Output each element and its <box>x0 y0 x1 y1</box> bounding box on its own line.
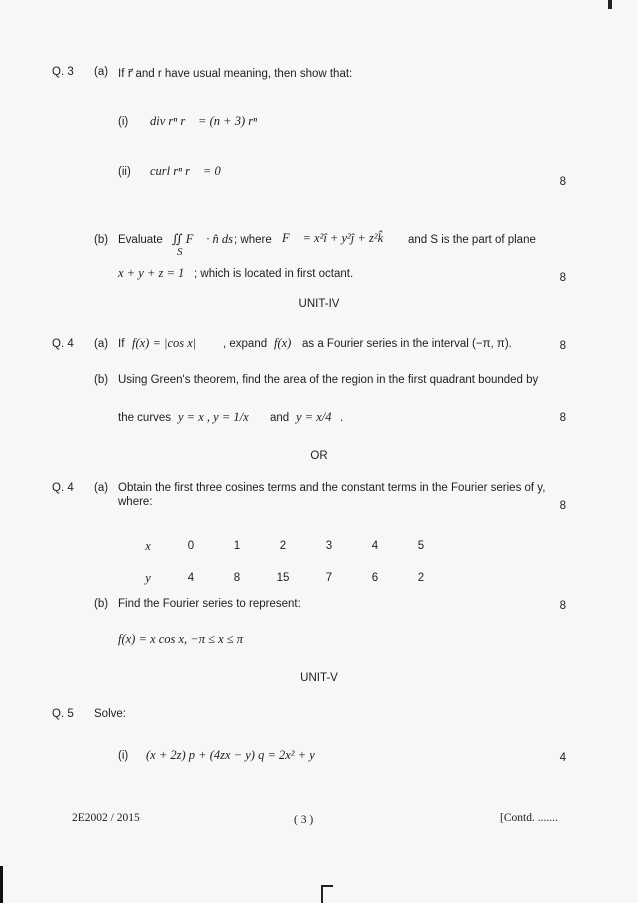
q4-a-marks: 8 <box>559 340 566 352</box>
table-y-value: 6 <box>371 572 379 584</box>
table-y-value: 4 <box>187 572 195 584</box>
footer-page: ( 3 ) <box>294 814 314 826</box>
table-row-y <box>128 562 444 594</box>
table-x-value: 2 <box>279 540 287 552</box>
q4alt-b-label: (b) <box>94 598 109 610</box>
q4-b-line2-and: and <box>270 412 290 424</box>
table-y-value: 7 <box>325 572 333 584</box>
q4-b-line2-end: . <box>340 412 344 424</box>
q3-number: Q. 3 <box>52 66 74 78</box>
scan-edge-bar <box>0 866 3 903</box>
table-x-value: 5 <box>417 540 425 552</box>
q3-ii-label: (ii) <box>118 166 131 178</box>
q4-b-label: (b) <box>94 374 109 386</box>
q3-b-tail: and S is the part of plane <box>408 234 536 246</box>
q3-b-evaluate: Evaluate <box>118 234 163 246</box>
q3-b-line2-formula: x + y + z = 1 <box>118 266 185 280</box>
q4alt-a-text: Obtain the first three cosines terms and the constant terms in the Fourier series of y, <box>118 482 546 494</box>
q3-b-where: ; where <box>234 234 272 246</box>
q3-b-field: F⃗ = x²î + y²ĵ + z²k̂ <box>282 231 384 245</box>
q3-i-formula: div rⁿ r⃗ = (n + 3) rⁿ <box>150 114 258 128</box>
q3-ii-formula: curl rⁿ r⃗ = 0 <box>150 164 221 178</box>
q4-a-formula1: f(x) = |cos x| <box>132 336 197 350</box>
table-x-value: 1 <box>233 540 241 552</box>
table-y-value: 2 <box>417 572 425 584</box>
q4-b-line2-text1: the curves <box>118 412 172 424</box>
q3-a-text: If r⃗ and r have usual meaning, then show that: <box>118 68 353 80</box>
q3-a-label: (a) <box>94 66 109 78</box>
q5-i-formula: (x + 2z) p + (4zx − y) q = 2x² + y <box>146 748 315 762</box>
q4-number: Q. 4 <box>52 338 74 350</box>
scan-mark <box>321 885 323 903</box>
q3-a-marks: 8 <box>559 176 566 188</box>
q4-a-text3: as a Fourier series in the interval (−π, π). <box>302 338 512 350</box>
q3-b-integral: ∬ F⃗ · n̂ ds <box>172 232 233 246</box>
q4-a-text1: If <box>118 338 125 350</box>
q4alt-b-formula: f(x) = x cos x, −π ≤ x ≤ π <box>118 632 244 646</box>
q4alt-b-marks: 8 <box>559 600 566 612</box>
unit5-heading: UNIT-V <box>300 672 338 684</box>
table-x-value: 4 <box>371 540 379 552</box>
q4alt-a-text2: where: <box>118 496 153 508</box>
table-x-value: 0 <box>187 540 195 552</box>
q4alt-a-label: (a) <box>94 482 109 494</box>
q4alt-number: Q. 4 <box>52 482 74 494</box>
table-y-label: y <box>145 570 151 585</box>
table-x-label: x <box>145 538 151 553</box>
q4-b-marks: 8 <box>559 412 566 424</box>
q3-i-label: (i) <box>118 116 129 128</box>
unit4-heading: UNIT-IV <box>298 298 340 310</box>
q3-b-line2-text: ; which is located in first octant. <box>194 268 354 280</box>
q4alt-b-text: Find the Fourier series to represent: <box>118 598 301 610</box>
q4-a-label: (a) <box>94 338 109 350</box>
q5-i-marks: 4 <box>559 752 566 764</box>
footer-contd: [Contd. ....... <box>500 812 558 824</box>
q3-b-marks: 8 <box>559 272 566 284</box>
corner-mark <box>608 0 612 9</box>
table-x-value: 3 <box>325 540 333 552</box>
table-y-value: 15 <box>276 572 290 584</box>
q4-a-text2: , expand <box>223 338 268 350</box>
q3-b-label: (b) <box>94 234 109 246</box>
q4-b-line2-formula1: y = x , y = 1/x <box>178 410 249 424</box>
table-y-value: 8 <box>233 572 241 584</box>
q5-i-label: (i) <box>118 750 129 762</box>
q5-number: Q. 5 <box>52 708 74 720</box>
or-label: OR <box>310 450 328 462</box>
fourier-data-table <box>128 530 444 594</box>
footer-code: 2E2002 / 2015 <box>72 812 140 824</box>
q4-b-line2-formula2: y = x/4 <box>296 410 332 424</box>
table-row-x <box>128 530 444 562</box>
q5-text: Solve: <box>94 708 126 720</box>
q4alt-a-marks: 8 <box>559 500 566 512</box>
q3-b-integral-sub: S <box>177 246 183 258</box>
q4-a-formula2: f(x) <box>274 336 292 350</box>
q4-b-text: Using Green's theorem, find the area of the region in the first quadrant bounded by <box>118 374 539 386</box>
